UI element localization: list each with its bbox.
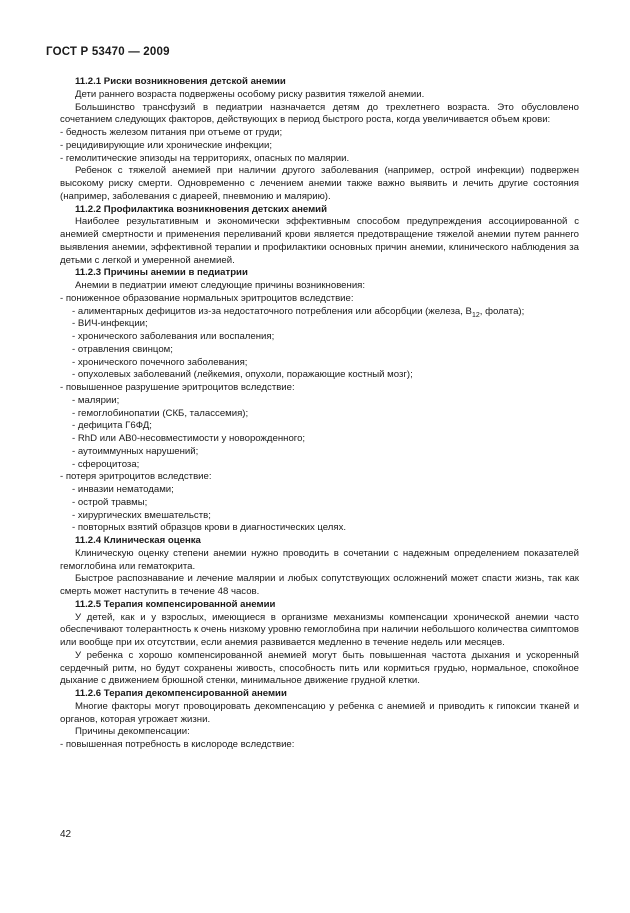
paragraph: Дети раннего возраста подвержены особому риску развития тяжелой анемии. — [75, 88, 425, 100]
list-item: - хронического почечного заболевания; — [72, 356, 248, 368]
list-item: - острой травмы; — [72, 496, 148, 508]
page-number: 42 — [60, 829, 72, 840]
list-item-text: - алиментарных дефицитов из-за недостаточного потребления или абсорбции (железа, B — [72, 305, 472, 317]
paragraph: Большинство трансфузий в педиатрии назначается детям до трехлетнего возраста. Это обусловлено сочетанием следующих факторов, действующих в период быстрого роста, когда увеличивается объем крови: — [60, 101, 579, 126]
list-item: - гемолитические эпизоды на территориях, опасных по малярии. — [60, 152, 350, 164]
list-item: - хронического заболевания или воспаления; — [72, 331, 275, 342]
document-header: ГОСТ Р 53470 — 2009 — [46, 46, 170, 58]
list-group-title: - повышенное разрушение эритроцитов вследствие: — [60, 382, 295, 393]
paragraph: Ребенок с тяжелой анемией при наличии другого заболевания (например, острой инфекции) подвержен высокому риску смерти. Одновременно с лечением анемии также важно выявить и лечить другие состояния (например, заболевания с диареей, пневмонию и малярию). — [60, 165, 579, 202]
section-heading: 11.2.2 Профилактика возникновения детских анемий — [75, 203, 327, 215]
list-group-title: - пониженное образование нормальных эритроцитов вследствие: — [60, 292, 354, 304]
list-item: - инвазии нематодами; — [72, 484, 174, 495]
section-heading: 11.2.1 Риски возникновения детской анемии — [75, 76, 286, 87]
list-item: - RhD или АВ0-несовместимости у новорожденного; — [72, 433, 306, 444]
list-item-text: , фолата); — [479, 305, 525, 317]
list-item — [60, 306, 579, 319]
list-item: - сфероцитоза; — [72, 458, 140, 470]
list-item: - повышенная потребность в кислороде вследствие: — [60, 739, 295, 750]
paragraph: Анемии в педиатрии имеют следующие причины возникновения: — [75, 280, 366, 291]
list-item: - гемоглобинопатии (СКБ, талассемия); — [72, 407, 249, 419]
section-heading: 11.2.5 Терапия компенсированной анемии — [75, 598, 276, 610]
section-heading: 11.2.4 Клиническая оценка — [75, 535, 201, 546]
paragraph: У ребенка с хорошо компенсированной анемией могут быть повышенная частота дыхания и ускоренный сердечный ритм, но будут сохранены живость, способность пить или кормиться грудью, нормальное, спокойное дыхание с движением брюшной стенки, минимальное движение грудной клетки. — [60, 649, 579, 687]
paragraph: Причины декомпенсации: — [75, 726, 190, 738]
list-item: - малярии; — [72, 394, 120, 406]
list-item: - ВИЧ-инфекции; — [72, 318, 148, 330]
paragraph: Многие факторы могут провоцировать декомпенсацию у ребенка с анемией и приводить к гипоксии тканей и органов, которая угрожает жизни. — [60, 700, 579, 725]
section-heading: 11.2.6 Терапия декомпенсированной анемии — [75, 688, 287, 699]
list-item: - повторных взятий образцов крови в диагностических целях. — [72, 522, 347, 534]
list-item: - хирургических вмешательств; — [72, 509, 211, 521]
list-item: - аутоиммунных нарушений; — [72, 445, 199, 457]
paragraph: У детей, как и у взрослых, имеющиеся в организме механизмы компенсации хронической анемии часто обеспечивают толерантность к очень низкому уровню гемоглобина при наличии небольшого количества симптомов или вообще при их отсутствии, если анемия развивается медленно в течение недель или месяцев. — [60, 611, 579, 648]
section-heading: 11.2.3 Причины анемии в педиатрии — [75, 267, 248, 279]
document-body — [60, 76, 579, 752]
paragraph: Быстрое распознавание и лечение малярии и любых сопутствующих осложнений может спасти жизнь, так как смерть может наступить в течение 48 часов. — [60, 573, 579, 597]
paragraph: Клиническую оценку степени анемии нужно проводить в сочетании с надежным определением показателей гемоглобина или гематокрита. — [60, 547, 579, 572]
list-item: - опухолевых заболеваний (лейкемия, опухоли, поражающие костный мозг); — [72, 369, 413, 381]
list-item: - дефицита Г6ФД; — [72, 420, 152, 432]
list-item: - отравления свинцом; — [72, 343, 173, 355]
list-item: - рецидивирующие или хронические инфекции; — [60, 139, 273, 151]
list-item: - бедность железом питания при отъеме от груди; — [60, 127, 283, 138]
list-group-title: - потеря эритроцитов вследствие: — [60, 471, 212, 483]
subscript: 12 — [471, 311, 480, 319]
paragraph: Наиболее результативным и экономически эффективным способом предупреждения ассоциированной с анемией смертности и применения переливаний крови является предотвращение тяжелой анемии путем раннего выявления анемии, эффективной терапии и профилактики основных причин анемии, клинического наблюдения за детьми с легкой и умеренной анемией. — [60, 216, 579, 266]
